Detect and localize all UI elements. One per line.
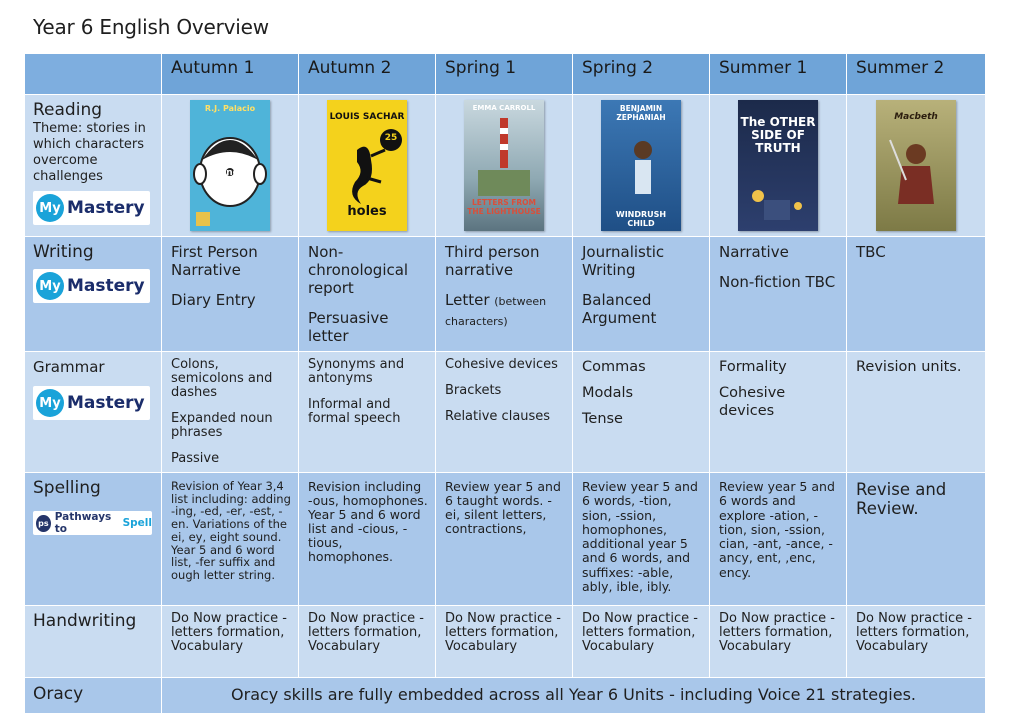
header-corner	[25, 54, 162, 95]
wonder-face-icon	[190, 100, 270, 231]
writing-cell	[847, 237, 986, 352]
book-title: Wonder	[210, 168, 250, 178]
book-cell	[436, 95, 573, 237]
grammar-label-cell	[25, 352, 162, 473]
overview-table	[24, 53, 986, 714]
grammar-item: Cohesive devices	[719, 385, 786, 419]
reading-label: Reading	[33, 100, 103, 120]
mymastery-circle-icon: My	[36, 272, 64, 300]
writing-item: Narrative	[719, 243, 789, 261]
grammar-item: Colons, semicolons and dashes	[171, 357, 273, 400]
mymastery-circle-icon: My	[36, 389, 64, 417]
mymastery-text: Mastery	[67, 198, 145, 218]
mymastery-logo	[33, 269, 150, 303]
reading-row	[25, 95, 986, 237]
book-title: Macbeth	[894, 112, 938, 122]
book-cover-macbeth	[876, 100, 956, 231]
writing-item: Non-chronological report	[308, 243, 409, 297]
mymastery-text: Mastery	[67, 276, 145, 296]
writing-item: Diary Entry	[171, 291, 256, 309]
book-author: R.J. Palacio	[204, 104, 256, 113]
mymastery-text: Mastery	[67, 393, 145, 413]
writing-item: Third person narrative	[445, 243, 540, 279]
book-title: WINDRUSH CHILD	[615, 210, 667, 228]
grammar-item: Synonyms and antonyms	[308, 357, 405, 386]
grammar-row	[25, 352, 986, 473]
writing-item: Non-fiction TBC	[719, 273, 836, 291]
spelling-label-cell	[25, 473, 162, 606]
spelling-cell: Revise and Review.	[847, 473, 986, 606]
book-cover-windrush	[601, 100, 681, 231]
pathways-to-spell-logo	[33, 511, 152, 535]
spelling-cell: Review year 5 and 6 taught words. -ei, silent letters, contractions,	[436, 473, 573, 606]
grammar-cell	[847, 352, 986, 473]
book-cover-wonder	[190, 100, 270, 231]
book-cell	[847, 95, 986, 237]
grammar-item: Commas	[582, 359, 646, 375]
writing-cell	[162, 237, 299, 352]
grammar-item: Revision units.	[856, 359, 962, 375]
oracy-row	[25, 678, 986, 714]
term-header: Summer 1	[710, 54, 847, 95]
term-header: Spring 1	[436, 54, 573, 95]
handwriting-cell: Do Now practice - letters formation, Vocabulary	[710, 606, 847, 678]
writing-item: Persuasive letter	[308, 309, 389, 345]
writing-item: First Person Narrative	[171, 243, 258, 279]
grammar-item: Informal and formal speech	[308, 397, 401, 426]
term-header: Autumn 1	[162, 54, 299, 95]
writing-row	[25, 237, 986, 352]
grammar-item: Formality	[719, 359, 787, 375]
book-author: LOUIS SACHAR	[329, 112, 405, 122]
grammar-item: Modals	[582, 385, 634, 401]
grammar-item: Expanded noun phrases	[171, 411, 273, 440]
writing-cell	[299, 237, 436, 352]
writing-item: Letter	[445, 291, 490, 309]
grammar-cell	[573, 352, 710, 473]
book-title: The OTHER SIDE OF TRUTH	[740, 115, 816, 155]
book-author: BENJAMIN ZEPHANIAH	[616, 104, 666, 122]
writing-cell	[573, 237, 710, 352]
oracy-text: Oracy skills are fully embedded across all Year 6 Units - including Voice 21 strategies.	[162, 678, 986, 714]
book-title: LETTERS FROM THE LIGHTHOUSE	[467, 198, 541, 216]
grammar-cell	[436, 352, 573, 473]
writing-cell	[436, 237, 573, 352]
term-header: Summer 2	[847, 54, 986, 95]
handwriting-cell: Do Now practice - letters formation, Vocabulary	[573, 606, 710, 678]
anniversary-badge: 25	[384, 133, 398, 143]
book-author: EMMA CARROLL	[472, 104, 536, 112]
writing-note: (between characters)	[445, 295, 547, 328]
handwriting-row	[25, 606, 986, 678]
handwriting-cell: Do Now practice - letters formation, Vocabulary	[436, 606, 573, 678]
book-cell	[573, 95, 710, 237]
grammar-cell	[162, 352, 299, 473]
reading-theme: Theme: stories in which characters overcome challenges	[33, 121, 146, 184]
mymastery-circle-icon: My	[36, 194, 64, 222]
handwriting-label-cell	[25, 606, 162, 678]
grammar-cell	[710, 352, 847, 473]
header-row	[25, 54, 986, 95]
writing-item: Balanced Argument	[582, 291, 657, 327]
handwriting-cell: Do Now practice - letters formation, Vocabulary	[299, 606, 436, 678]
grammar-item: Cohesive devices	[445, 357, 558, 372]
handwriting-cell: Do Now practice - letters formation, Vocabulary	[162, 606, 299, 678]
writing-label-cell	[25, 237, 162, 352]
term-header: Spring 2	[573, 54, 710, 95]
writing-item: TBC	[856, 243, 886, 261]
mymastery-logo	[33, 386, 150, 420]
book-cover-letters	[464, 100, 544, 231]
book-cover-holes	[327, 100, 407, 231]
book-cell	[299, 95, 436, 237]
writing-cell	[710, 237, 847, 352]
grammar-label: Grammar	[33, 358, 105, 376]
spelling-cell: Review year 5 and 6 words, -tion, sion, -ssion, homophones, additional year 5 and 6 words, and suffixes: -able, ably, ible, ibly.	[573, 473, 710, 606]
spelling-cell: Review year 5 and 6 words and explore -ation, -tion, sion, -ssion, cian, -ant, -ance, -ancy, ent, ,enc, ency.	[710, 473, 847, 606]
writing-label: Writing	[33, 242, 94, 262]
book-cell	[162, 95, 299, 237]
spelling-cell: Revision including -ous, homophones. Year 5 and 6 word list and -cious, -tious, homophones.	[299, 473, 436, 606]
spelling-row	[25, 473, 986, 606]
grammar-cell	[299, 352, 436, 473]
pathways-accent: Spell	[122, 517, 152, 529]
grammar-item: Brackets	[445, 383, 502, 398]
reading-label-cell	[25, 95, 162, 237]
writing-item: Journalistic Writing	[582, 243, 665, 279]
ps-badge-icon: ps	[36, 515, 51, 532]
oracy-label: Oracy	[25, 678, 162, 714]
pathways-text: Pathways to	[54, 511, 112, 535]
grammar-item: Passive	[171, 451, 220, 466]
spelling-cell: Revision of Year 3,4 list including: adding -ing, -ed, -er, -est, -en. Variations of the ei, ey, eight sound. Year 5 and 6 word list, -fer suffix and ough letter string.	[162, 473, 299, 606]
book-cover-other-side	[738, 100, 818, 231]
grammar-item: Relative clauses	[445, 409, 551, 424]
term-header: Autumn 2	[299, 54, 436, 95]
book-title: holes	[347, 204, 387, 219]
page-title: Year 6 English Overview	[33, 15, 269, 39]
spelling-label: Spelling	[33, 478, 101, 498]
mymastery-logo	[33, 191, 150, 225]
grammar-item: Tense	[582, 411, 623, 427]
book-cell	[710, 95, 847, 237]
handwriting-label: Handwriting	[33, 611, 137, 631]
handwriting-cell: Do Now practice - letters formation, Vocabulary	[847, 606, 986, 678]
